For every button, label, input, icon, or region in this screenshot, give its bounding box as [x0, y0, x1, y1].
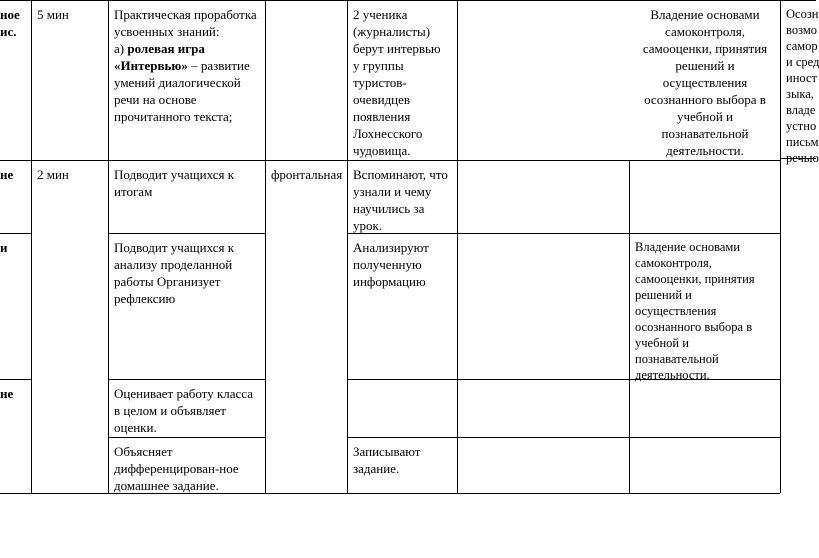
row2-form: фронтальная [271, 167, 343, 182]
row1-teacher-activity: Практическая проработка усвоенных знаний: а) ролевая игра «Интервью» – развитие умений диалогической речи на основе прочитанного текста; [114, 7, 257, 124]
row2-time: 2 мин [37, 167, 69, 182]
row3-regulative-uud: Владение основами самоконтроля, самооценки, принятия решений и осуществления осознанного выбора в учебной и познавательной деятельности. [635, 240, 755, 382]
row1-time: 5 мин [37, 7, 69, 22]
row3-stage: и [0, 240, 8, 255]
row1-students-activity: 2 ученика (журналисты) берут интервью у группы туристов- очевидцев появления Лохнесского чудовища. [353, 7, 441, 158]
row5-students-activity: Записывают задание. [353, 444, 421, 476]
row5-teacher-activity: Объясняет дифференцирован-ное домашнее задание. [114, 444, 239, 493]
row2-teacher-activity: Подводит учащихся к итогам [114, 167, 235, 199]
row3-students-activity: Анализируют полученную информацию [353, 240, 429, 289]
row2-stage: не [0, 167, 14, 182]
row4-stage: не [0, 386, 14, 401]
row4-teacher-activity: Оценивает работу класса в целом и объявляет оценки. [114, 386, 253, 435]
row3-teacher-activity: Подводит учащихся к анализу проделанной работы Организует рефлексию [114, 240, 235, 306]
row1-regulative-uud: Владение основами самоконтроля, самооценки, принятия решений и осуществления осознанного выбора в учебной и познавательной деятельности. [642, 7, 768, 158]
row1-stage: ное ис. [0, 7, 20, 39]
row1-last-column: Осозн возмо самор и сред иност зыка, владе устно письм речью [786, 7, 819, 165]
row2-students-activity: Вспоминают, что узнали и чему научились за урок. [353, 167, 448, 233]
